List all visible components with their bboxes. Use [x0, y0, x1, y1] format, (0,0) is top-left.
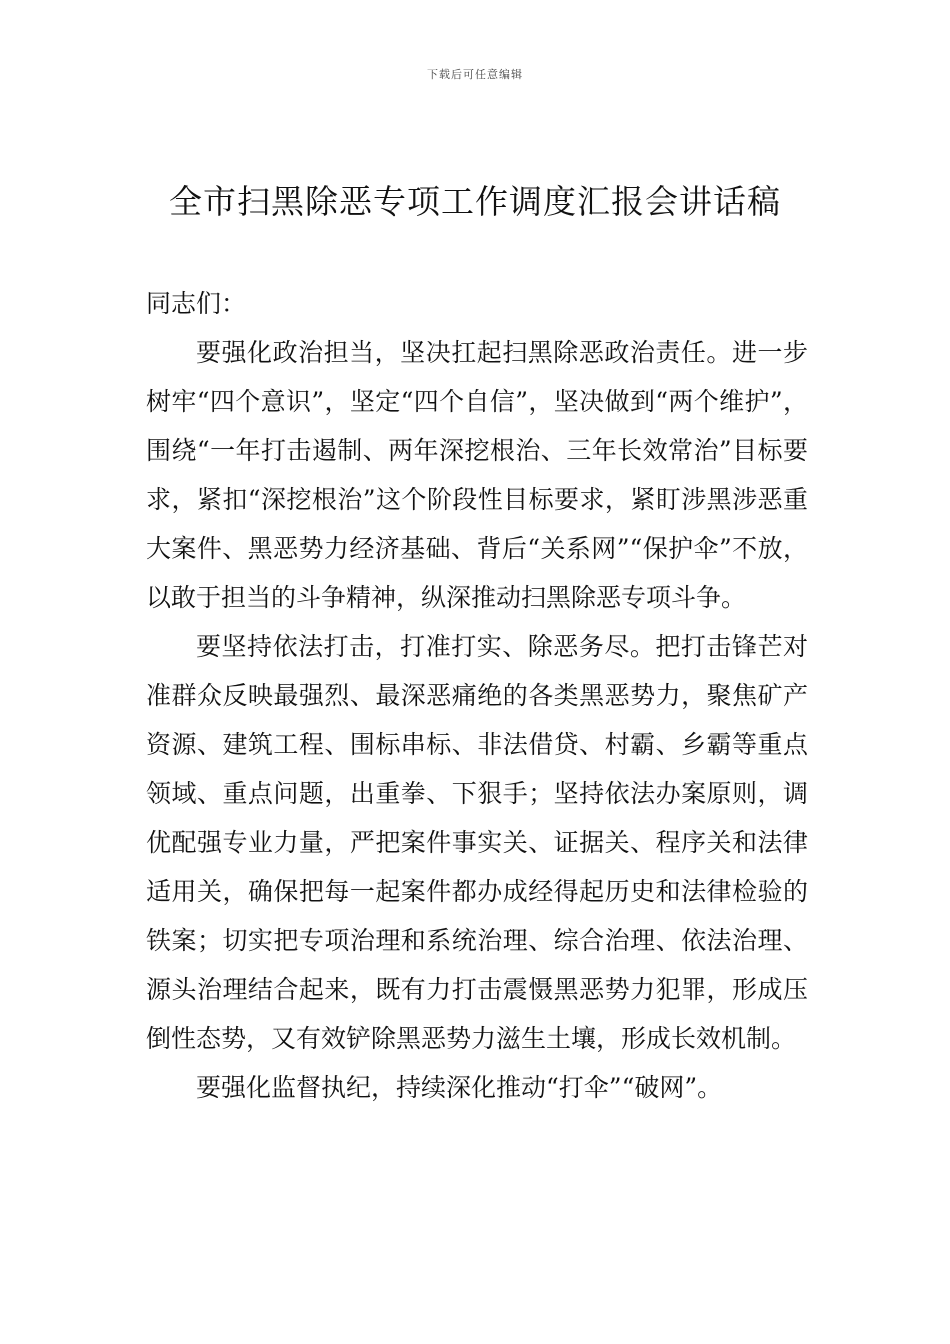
paragraph-1: 要强化政治担当，坚决扛起扫黑除恶政治责任。进一步树牢“四个意识”，坚定“四个自信”，坚决做到“两个维护”，围绕“一年打击遏制、两年深挖根治、三年长效常治”目标要求，紧扣“深挖根治”这个阶段性目标要求，紧盯涉黑涉恶重大案件、黑恶势力经济基础、背后“关系网”“保护伞”不放，以敢于担当的斗争精神，纵深推动扫黑除恶专项斗争。 [146, 338, 808, 612]
document-body [146, 279, 808, 1112]
salutation: 同志们： [146, 289, 247, 318]
header-note: 下载后可任意编辑 [427, 68, 523, 81]
paragraph-3: 要强化监督执纪，持续深化推动“打伞”“破网”。 [196, 1073, 723, 1102]
paragraph-2: 要坚持依法打击，打准打实、除恶务尽。把打击锋芒对准群众反映最强烈、最深恶痛绝的各类黑恶势力，聚焦矿产资源、建筑工程、围标串标、非法借贷、村霸、乡霸等重点领域、重点问题，出重拳、下狠手；坚持依法办案原则，调优配强专业力量，严把案件事实关、证据关、程序关和法律适用关，确保把每一起案件都办成经得起历史和法律检验的铁案；切实把专项治理和系统治理、综合治理、依法治理、源头治理结合起来，既有力打击震慑黑恶势力犯罪，形成压倒性态势，又有效铲除黑恶势力滋生土壤，形成长效机制。 [146, 632, 808, 1053]
document-title: 全市扫黑除恶专项工作调度汇报会讲话稿 [169, 182, 781, 221]
